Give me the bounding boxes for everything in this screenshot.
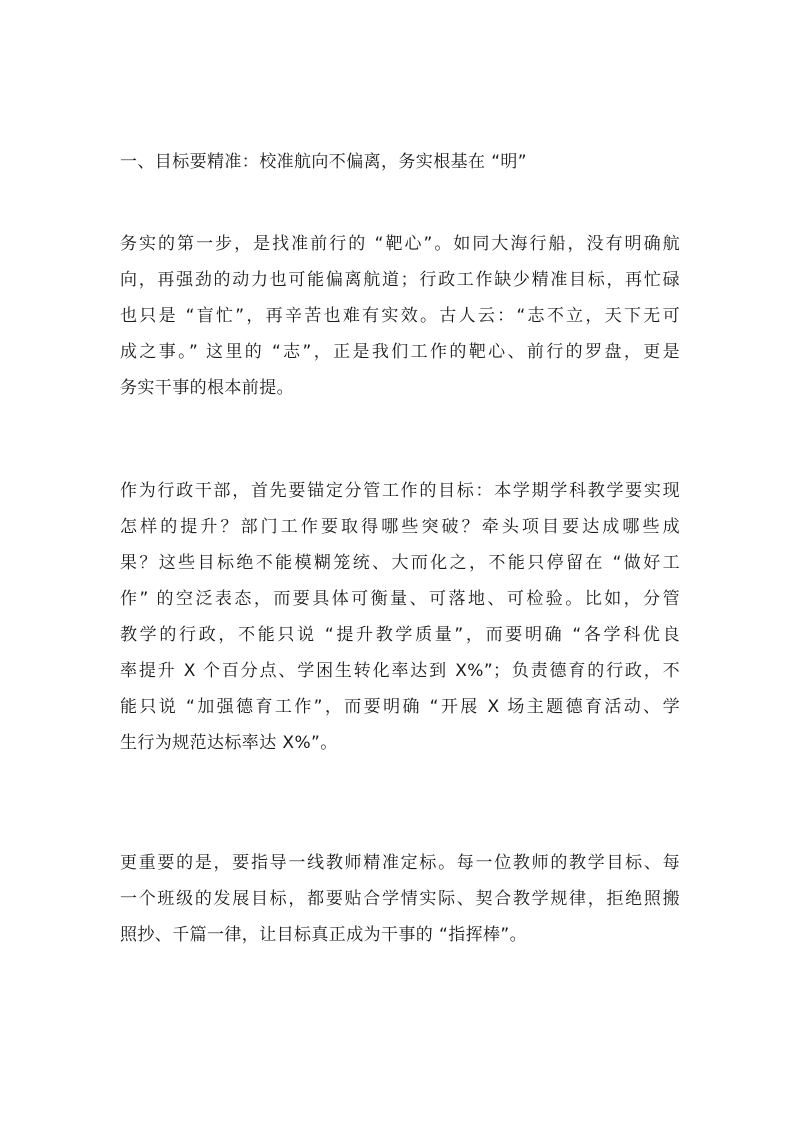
paragraph-2-line: 能只说 “加强德育工作”，而要明确 “开展 X 场主题德育活动、学 bbox=[120, 697, 680, 717]
paragraph-1 bbox=[120, 226, 680, 406]
paragraph-2-line: 果？这些目标绝不能模糊笼统、大而化之，不能只停留在 “做好工 bbox=[120, 553, 680, 573]
paragraph-1-line: 务实的第一步，是找准前行的 “靶心”。如同大海行船，没有明确航 bbox=[120, 234, 680, 254]
paragraph-3-line: 一个班级的发展目标，都要贴合学情实际、契合教学规律，拒绝照搬 bbox=[120, 889, 680, 909]
paragraph-2-line: 生行为规范达标率达 X%”。 bbox=[120, 733, 338, 753]
section-heading bbox=[120, 144, 680, 180]
paragraph-2-line: 教学的行政，不能只说 “提升教学质量”，而要明确 “各学科优良 bbox=[120, 625, 680, 645]
paragraph-2-line: 作为行政干部，首先要锚定分管工作的目标：本学期学科教学要实现 bbox=[120, 481, 680, 501]
paragraph-3 bbox=[120, 845, 680, 953]
paragraph-2-line: 率提升 X 个百分点、学困生转化率达到 X%”；负责德育的行政，不 bbox=[120, 661, 680, 681]
paragraph-2 bbox=[120, 473, 680, 761]
paragraph-3-line: 更重要的是，要指导一线教师精准定标。每一位教师的教学目标、每 bbox=[120, 853, 680, 873]
heading-text: 一、目标要精准：校准航向不偏离，务实根基在 “明” bbox=[120, 152, 528, 172]
paragraph-1-line: 务实干事的根本前提。 bbox=[120, 378, 294, 398]
paragraph-3-line: 照抄、千篇一律，让目标真正成为干事的 “指挥棒”。 bbox=[120, 925, 528, 945]
paragraph-1-line: 向，再强劲的动力也可能偏离航道；行政工作缺少精准目标，再忙碌 bbox=[120, 270, 680, 290]
paragraph-1-line: 也只是 “盲忙”，再辛苦也难有实效。古人云：“志不立，天下无可 bbox=[120, 306, 680, 326]
paragraph-2-line: 怎样的提升？部门工作要取得哪些突破？牵头项目要达成哪些成 bbox=[120, 517, 680, 537]
paragraph-1-line: 成之事。” 这里的 “志”，正是我们工作的靶心、前行的罗盘，更是 bbox=[120, 342, 680, 362]
paragraph-2-line: 作” 的空泛表态，而要具体可衡量、可落地、可检验。比如，分管 bbox=[120, 589, 680, 609]
